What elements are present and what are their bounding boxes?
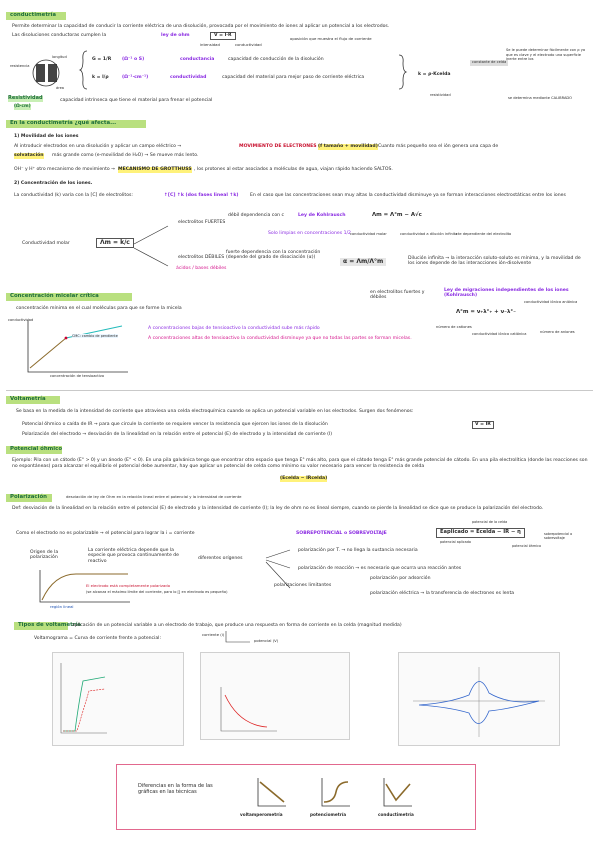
tecnica-2: potenciometría	[310, 812, 347, 817]
pol-reaccion: polarización de reacción → es necesario que ocurra una reacción antes	[298, 566, 462, 571]
item2-highlight: ↑[C] ↑k (dos fases lineal ↑k)	[164, 193, 239, 198]
oposicion-note: oposición que muestra el flujo de corriente	[290, 36, 372, 41]
conductimetria-shape	[382, 776, 414, 808]
pol-transferencia: polarización por T. → no llega la sustancia necesaria	[298, 548, 418, 553]
cond-limite-note: conductividad a dilución infinita	[400, 232, 458, 236]
ley-migraciones: Ley de migraciones independientes de los iones (Kohlrausch)	[444, 288, 569, 299]
ley-kohlrausch: Ley de Kohlrausch	[298, 213, 346, 218]
voltametria-intro: Se basa en la medida de la intensidad de corriente que atraviesa una celda electroquímica cuando se aplica un potencial variable en los electrodos. Surgen dos fenómenos:	[16, 409, 414, 414]
polarizacion-title: Polarización	[10, 494, 48, 500]
area-label: área	[56, 86, 65, 90]
formula-1-label: conductancia	[180, 57, 215, 62]
tipos-title: Tipos de voltametría	[18, 622, 81, 628]
sobre-formula: Eaplicado = Ecelda − IR − η	[436, 528, 525, 538]
fenomeno-1-formula: V = IR	[472, 421, 494, 429]
potencial-axis-label: potencial (V)	[254, 638, 279, 643]
electrolitos-fuertes-debiles: en electrolitos fuertes y débiles	[370, 290, 425, 301]
cmc-title: Concentración micelar crítica	[10, 293, 99, 299]
potencial-celda-note: potencial de la celda	[472, 520, 508, 524]
kcelda-formula: k = ρ·Kcelda	[418, 72, 451, 77]
alpha-formula: α = Λm/Λ°m	[340, 258, 386, 266]
cond-ionica-cationica: conductividad iónica catiónica	[472, 332, 527, 336]
formula-1-desc: capacidad de conducción de la disolución	[228, 57, 324, 62]
resistividad-unit: (Ω·cm)	[14, 104, 31, 109]
molar-formula: Λm = k/c	[96, 238, 134, 248]
corriente-axis-label: corriente (i)	[202, 632, 225, 637]
ohmico-title: Potencial óhmico	[10, 446, 63, 452]
resistividad-desc: capacidad intrínseca que tiene el material para frenar el potencial	[60, 98, 213, 103]
tecnica-1: voltamperometría	[240, 812, 283, 817]
sobrepotencial-line: Como el electrodo no es polarizable → el potencial para lograr la i = corriente	[16, 531, 195, 536]
resistividad-term: Resistividad	[8, 95, 43, 101]
brace-icon	[398, 54, 406, 90]
origen-label: Origen de la polarización	[30, 550, 59, 561]
longitud-label: longitud	[52, 55, 67, 59]
curve-region: región lineal	[50, 604, 74, 609]
formula-2-label: conductividad	[170, 75, 207, 80]
debiles-desc: fuerte dependencia con la concentración (depende del grado de disociación (α))	[226, 250, 321, 261]
technique-screenshot-1	[52, 652, 184, 746]
debiles-sub: ácidos / bases débiles	[176, 266, 227, 271]
fenomeno-1: Potencial óhmico o caída de IR → para que circule la corriente se requiere vencer la resistencia que ejercen los iones de la disolución	[22, 422, 328, 427]
tecnica-3: conductimetría	[378, 812, 414, 817]
ohm-formula: V = I·R	[210, 32, 236, 40]
item1-line2-b: , los protones al estar asociados a moléculas de agua, viajan rápido haciendo SALTOS.	[194, 167, 393, 172]
cmc-point-label: CMC: cambio de pendiente	[72, 334, 118, 338]
divider	[6, 390, 593, 391]
item2-title: 2) Concentración de los iones.	[14, 181, 93, 186]
curve-note-2: (se alcanza el máximo límite del corriente, para lo [] en electrodo es pequeño)	[86, 590, 228, 594]
resistividad-small: resistividad	[430, 93, 451, 97]
conductividad-small: conductividad	[235, 42, 262, 47]
item1-text-2: Cuanto más pequeño sea el ión genera una capa de	[378, 144, 499, 149]
item1-highlight-2: (f tamaño + movilidad)	[318, 144, 378, 149]
numero-cationes: número de cationes	[436, 325, 472, 329]
voltamograma-label: Voltamograma = Curva de corriente frente a potencial:	[34, 636, 162, 641]
potencial-aplicado-note: potencial aplicado	[440, 540, 471, 544]
dilucion-infinita: Dilución infinita → la interacción soluto-soluto es mínima, y la movilidad de los iones depende de las interacciones ión-disolvente	[408, 256, 581, 267]
cond-ionica-anionica: conductividad iónica aniónica	[524, 300, 578, 304]
item1-title: 1) Movilidad de los iones	[14, 134, 79, 139]
formula-1: G = 1/R	[92, 57, 112, 62]
differences-label: Diferencias en la forma de las gráficas en las técnicas	[138, 783, 213, 796]
origen-desc: La corriente eléctrica depende que la especie que provoca continuamente de reactivo	[88, 548, 180, 564]
kohlrausch-formula: Λm = Λ°m − A√c	[372, 212, 422, 218]
brace-icon	[80, 50, 88, 90]
molar-label: Conductividad molar	[22, 241, 70, 246]
tipos-desc: aplicación de un potencial variable a un electrodo de trabajo, que produce una respuesta en forma de corriente en la celda (magnitud medida)	[72, 623, 402, 628]
voltametria-title: Voltametría	[10, 396, 46, 402]
technique-screenshot-3	[398, 652, 560, 746]
solo-limpias: Solo limpias en concentraciones 1/2	[268, 231, 351, 236]
item1-highlight: MOVIMIENTO DE ELECTRONES	[239, 144, 317, 149]
debiles-label: electrolitos DÉBILES	[178, 255, 225, 260]
electrode-sketch	[28, 58, 68, 88]
mini-axes	[224, 630, 252, 644]
migraciones-formula: Λ°m = ν₊λ°₊ + ν₋λ°₋	[456, 309, 516, 315]
technique-screenshot-2	[200, 652, 350, 740]
cmc-point-2: A concentraciones altas de tensioactivo la conductividad disminuye ya que no todas las partes se forman micelas.	[148, 336, 412, 341]
grotthuss-term: MECANISMO DE GROTTHUSS	[118, 167, 192, 172]
determina-note: se determina mediante CALIBRADO	[508, 96, 573, 100]
formula-2-desc: capacidad del material para mejor paso de corriente eléctrica	[222, 75, 365, 80]
polarizacion-note: desviación de ley de Ohm en la relación lineal entre el potencial y la intensidad de corriente	[66, 494, 242, 499]
formula-2: k = l/ρ	[92, 75, 109, 80]
sobrepotencial-term: SOBREPOTENCIAL o SOBREVOLTAJE	[296, 531, 387, 536]
fenomeno-2: Polarización del electrodo → desviación de la linealidad en la relación entre el potencial (E) de electrodo y la intensidad de corriente (I)	[22, 432, 333, 437]
item2-text: La conductividad (k) varía con la [C] de electrolitos:	[14, 193, 133, 198]
formula-2-unit: (Ω⁻¹·cm⁻¹)	[122, 75, 149, 80]
resistencia-label: resistencia	[10, 64, 30, 68]
voltamperometria-shape	[256, 776, 288, 808]
curve-note-1: El electrodo está completamente polarizado	[86, 583, 171, 588]
dos-origenes: diferentes orígenes	[198, 556, 243, 561]
cmc-point-1: A concentraciones bajas de tensioactivo la conductividad sube más rápido	[148, 326, 320, 331]
cmc-desc: concentración mínima en el cual moléculas para que se forme la micela	[16, 306, 182, 311]
ohmico-formula: (Ecelda − IRcelda)	[280, 476, 328, 481]
celda-note: Se le puede determinar fácilmente con ρ ya que es clave y el electrodo una superficie inerte entre los	[506, 48, 586, 62]
pol-electrica: polarización eléctrica → la transferencia de electrones es lenta	[370, 591, 515, 596]
ley-ohm-label: ley de ohm	[161, 33, 190, 38]
potencial-ohmico-note: potencial óhmico	[512, 544, 542, 548]
numero-aniones: número de aniones	[540, 330, 575, 334]
solvatacion-term: solvatación	[14, 153, 44, 158]
item2-text-2: En el caso que las concentraciones sean muy altas la conductividad disminuye ya se forman interacciones electrostáticas entre los iones	[250, 193, 566, 198]
cond-molar-note: conductividad molar	[350, 232, 387, 236]
intro-text: Permite determinar la capacidad de conducir la corriente eléctrica de una disolución, provocada por el movimiento de iones al aplicar un potencial a los electrodos.	[12, 24, 390, 29]
cmc-graph	[22, 318, 132, 378]
item1-text: Al introducir electrodos en una disolución y aplicar un campo eléctrico →	[14, 144, 182, 149]
constante-celda-label: constante de celda	[472, 60, 507, 64]
pol-limitantes: polarizaciones limitantes	[274, 583, 332, 588]
ohmico-text: Ejemplo: Pila con un cátodo (E° > 0) y un ánodo (E° < 0). En una pila galvánica tengo que encontrar otro espacio que tenga E° más alto, para que el cátodo tenga E° más grande potencial de cátodo. En una pila electrolítica (donde las reacciones son no espontáneas) para alcanzar el equilibrio el potencial debe aumentar, hay que aplicar un potencial de celda como mínimo su valor necesario para vencer la resistencia de celda	[12, 458, 588, 469]
item1-line2: OH⁻ y H⁺ otro mecanismo de movimiento →	[14, 167, 116, 172]
differences-box	[116, 764, 476, 830]
cmc-axis-y: conductividad	[8, 318, 34, 322]
fuertes-label: electrolitos FUERTES	[178, 220, 226, 225]
pol-adsorcion: polarización por adsorción	[370, 576, 431, 581]
potenciometria-shape	[320, 776, 352, 808]
item1-text-4: más grande como (e-movilidad de H₂O) → Se mueve más lento.	[52, 153, 199, 158]
fuertes-desc: débil dependencia con c	[228, 213, 285, 218]
polarizacion-text: Def: desviación de la linealidad en la relación entre el potencial (E) de electrodo y la intensidad de corriente (I); la ley de ohm no es lineal siempre, cuando se pierde la linealidad se dice que se produce la polarización del electrodo.	[12, 506, 544, 511]
sobrepotencial-small: sobrepotencial o sobrevoltaje	[544, 532, 573, 541]
intensidad-label: intensidad	[200, 42, 220, 47]
factores-title: En la conductimetría ¿qué afecta...	[10, 120, 117, 126]
branch-arrows	[132, 222, 172, 272]
cmc-axis-x: concentración de tensioactivo	[50, 374, 105, 378]
section-title-conductimetria: conductimetría	[10, 12, 57, 18]
disoluciones-text: Las disoluciones conductoras cumplen la	[12, 33, 107, 38]
cte-depende-note: cte dependiente del electrolito	[456, 232, 512, 236]
formula-1-unit: (Ω⁻¹ o S)	[122, 57, 145, 62]
